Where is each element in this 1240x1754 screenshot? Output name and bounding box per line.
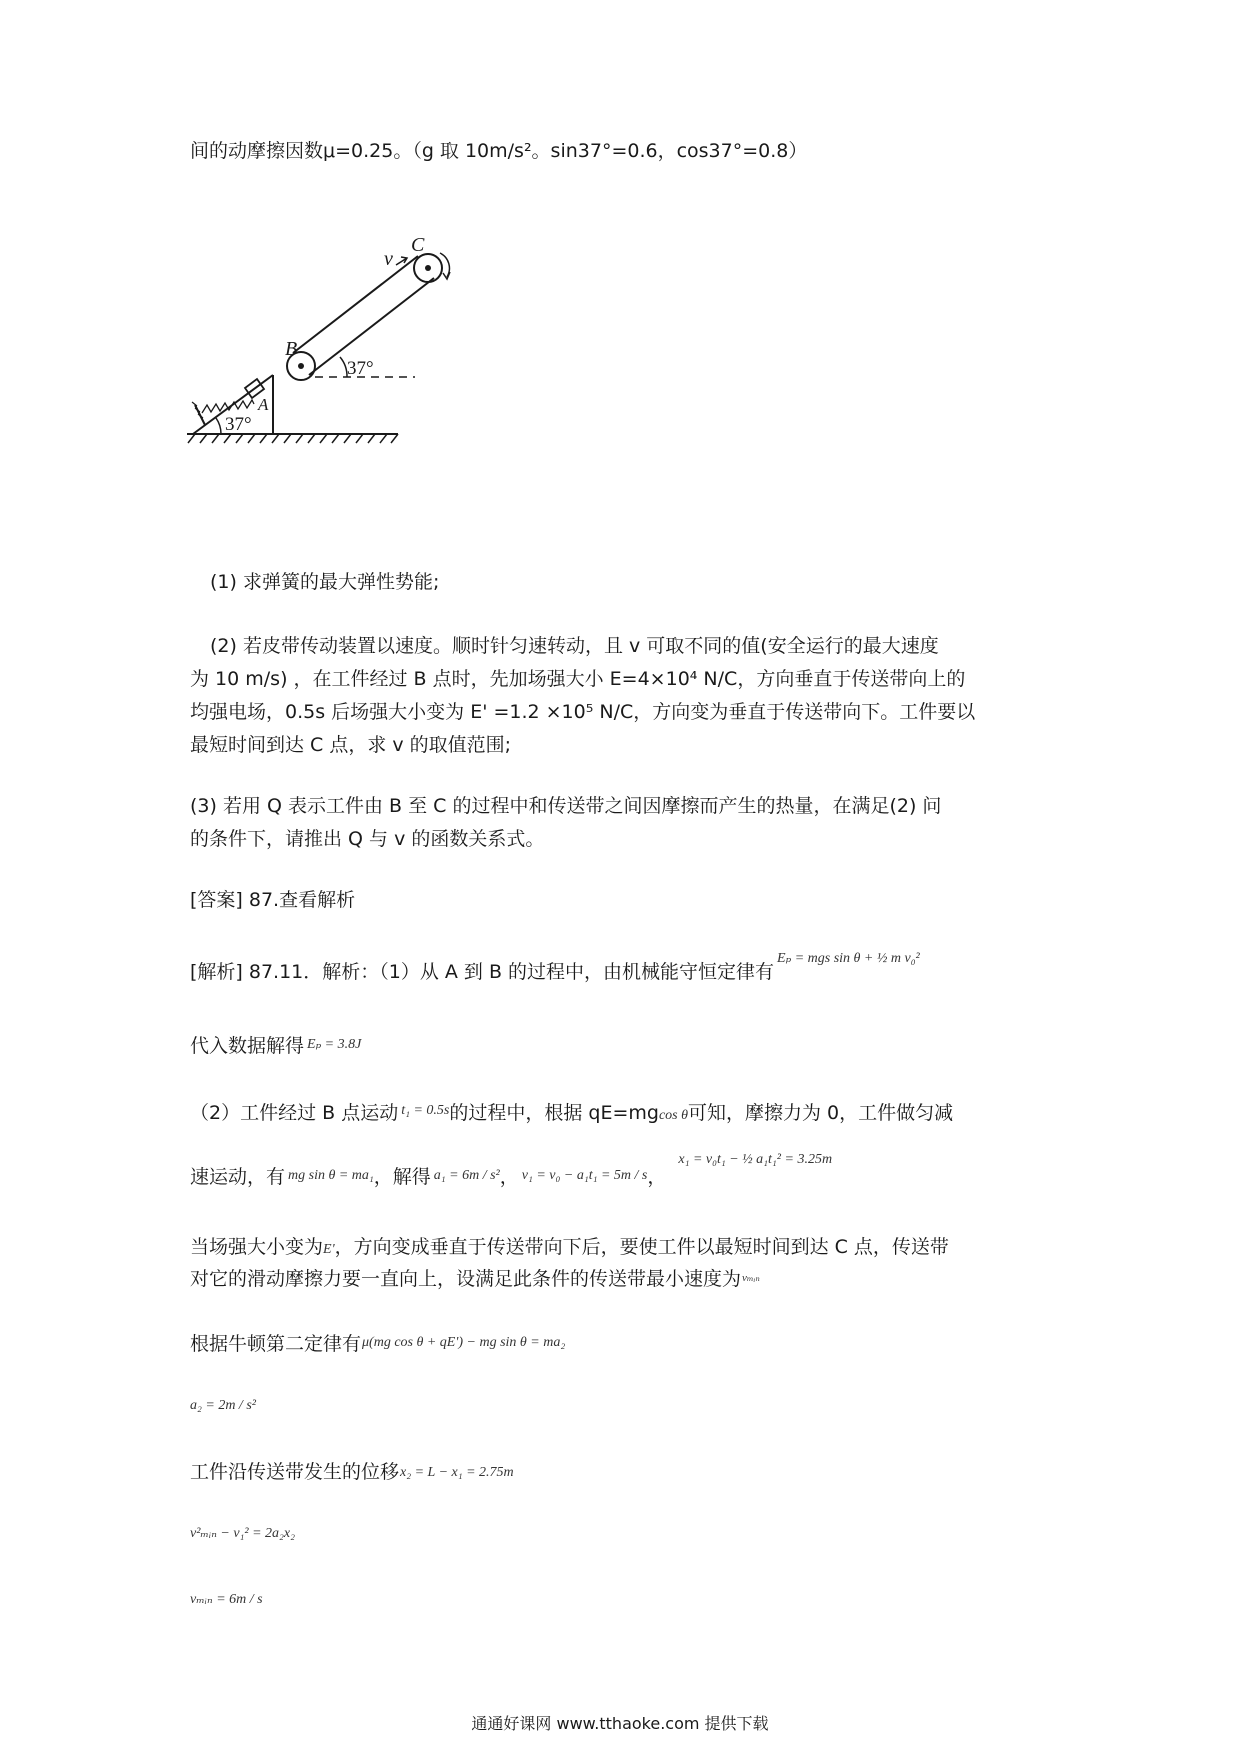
question-3-line-1: (3) 若用 Q 表示工件由 B 至 C 的过程中和传送带之间因摩擦而产生的热量，在满足(2) 问	[190, 795, 942, 817]
label-angle-top: 37°	[347, 358, 374, 379]
analysis-line-3-c: 可知，摩擦力为 0，工件做匀减	[688, 1102, 954, 1124]
analysis-line-6-a: 对它的滑动摩擦力要一直向上，设满足此条件的传送带最小速度为	[190, 1268, 742, 1290]
intro-line: 间的动摩擦因数μ=0.25。（g 取 10m/s²。sin37°=0.6，cos37°=0.8）	[190, 140, 808, 162]
analysis-line-9-text: 工件沿传送带发生的位移	[190, 1461, 400, 1483]
question-2-line-1: (2) 若皮带传动装置以速度。顺时针匀速转动，且 v 可取不同的值(安全运行的最大速度	[210, 635, 939, 657]
question-1: (1) 求弹簧的最大弹性势能;	[210, 571, 440, 593]
page-footer: 通通好课网 www.tthaoke.com 提供下载	[471, 1714, 769, 1733]
time-t1: t₁ = 0.5s	[401, 1103, 450, 1118]
question-2-line-4: 最短时间到达 C 点，求 v 的取值范围;	[190, 734, 512, 756]
analysis-line-3-a: （2）工件经过 B 点运动	[190, 1102, 399, 1124]
energy-result: Eₚ = 3.8J	[307, 1037, 362, 1052]
analysis-line-4-c: ，	[499, 1166, 519, 1188]
field-e-prime: E'	[323, 1242, 335, 1257]
label-angle-bottom: 37°	[225, 414, 252, 435]
spring	[202, 400, 254, 413]
question-2-line-2: 为 10 m/s) ，在工件经过 B 点时，先加场强大小 E=4×10⁴ N/C，方向垂直于传送带向上的	[190, 668, 966, 690]
newton-second-law: μ(mg cos θ + qE') − mg sin θ = ma₂	[362, 1335, 566, 1350]
analysis-line-7	[190, 1330, 565, 1361]
v-min-result: vₘᵢₙ = 6m / s	[190, 1592, 263, 1607]
label-v: v	[384, 248, 393, 270]
analysis-line-9	[190, 1458, 514, 1489]
analysis-line-4-a: 速运动，有	[190, 1166, 286, 1188]
displacement-x1: x₁ = v₀t₁ − ½ a₁t₁² = 3.25m	[678, 1152, 833, 1167]
answer-line: [答案] 87.查看解析	[190, 889, 356, 911]
energy-formula: Eₚ = mgs sin θ + ½ m v₀²	[777, 951, 920, 966]
analysis-line-5-a: 当场强大小变为	[190, 1236, 324, 1258]
angle-arc-top	[340, 357, 347, 377]
analysis-line-1-text: [解析] 87.11．解析：（1）从 A 到 B 的过程中，由机械能守恒定律有	[190, 961, 775, 983]
pulley-b-center	[298, 363, 304, 369]
analysis-line-2	[190, 1032, 361, 1063]
question-2-line-3: 均强电场，0.5s 后场强大小变为 E' =1.2 ×10⁵ N/C，方向变为垂直于传送带向下。工件要以	[190, 701, 976, 723]
analysis-line-5	[190, 1233, 949, 1264]
pulley-c-center	[425, 265, 431, 271]
analysis-line-4-b: ，解得	[373, 1166, 431, 1188]
analysis-line-3-b: 的过程中，根据 qE=mg	[449, 1102, 659, 1124]
velocity-relation: v²ₘᵢₙ − v₁² = 2a₂x₂	[190, 1526, 296, 1541]
accel-a2: a₂ = 2m / s²	[190, 1398, 256, 1413]
analysis-line-2-text: 代入数据解得	[190, 1035, 305, 1057]
ground-hatch	[188, 434, 398, 443]
analysis-line-4-d: ，	[647, 1166, 667, 1188]
v-min-symbol: vₘᵢₙ	[742, 1272, 760, 1284]
conveyor-diagram	[185, 225, 515, 490]
analysis-line-5-b: ，方向变成垂直于传送带向下后，要使工件以最短时间到达 C 点，传送带	[334, 1236, 949, 1258]
label-b: B	[285, 338, 298, 360]
force-eq: mg sin θ = ma₁	[288, 1168, 374, 1183]
angle-arc-bottom	[216, 418, 221, 434]
analysis-line-3	[190, 1099, 953, 1130]
displacement-x2: x₂ = L − x₁ = 2.75m	[400, 1465, 514, 1480]
label-c: C	[411, 234, 425, 256]
analysis-line-7-text: 根据牛顿第二定律有	[190, 1333, 362, 1355]
cos-theta: cos θ	[658, 1108, 689, 1123]
analysis-line-1	[190, 951, 920, 989]
question-3-line-2: 的条件下，请推出 Q 与 v 的函数关系式。	[190, 828, 545, 850]
velocity-v1: v₁ = v₀ − a₁t₁ = 5m / s	[521, 1168, 648, 1183]
accel-a1: a₁ = 6m / s²	[433, 1168, 500, 1183]
label-a: A	[258, 395, 269, 414]
analysis-line-6	[190, 1265, 760, 1296]
rotation-arrowhead	[443, 272, 450, 279]
